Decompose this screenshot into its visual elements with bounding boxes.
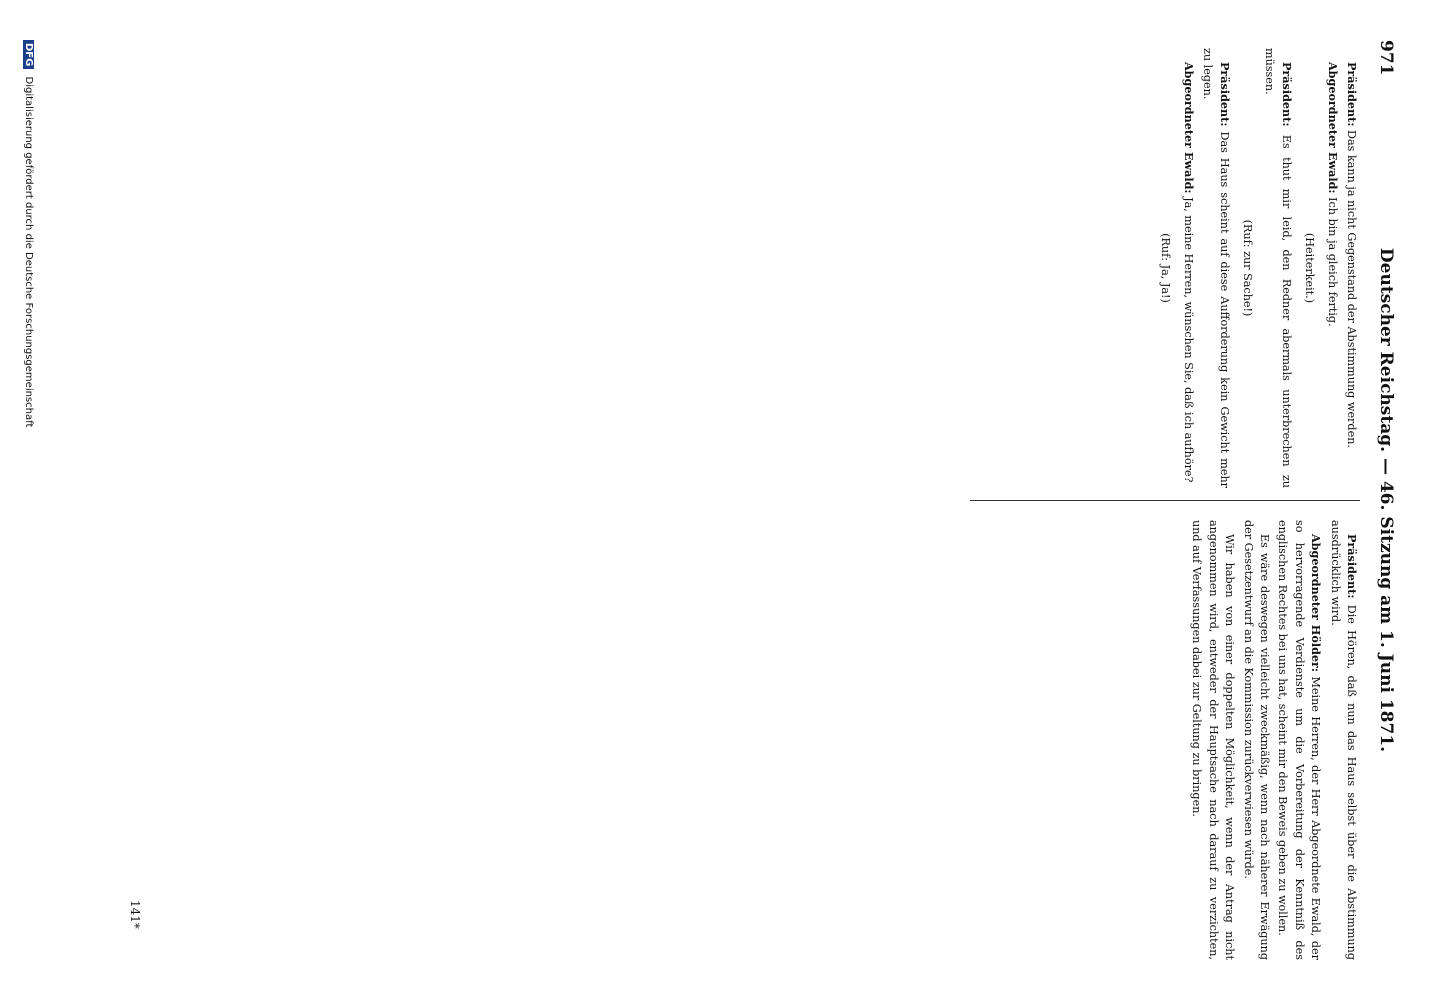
running-title: Deutscher Reichstag. — 46. Sitzung am 1. Juni 1871.	[1376, 247, 1396, 753]
speech-text: Das Haus scheint auf diese Aufforderung kein Gewicht mehr zu legen.	[1201, 48, 1231, 488]
speech-text: Ja, meine Herren, wünschen Sie, daß ich aufhöre?	[1181, 197, 1195, 483]
speaker-name: Abgeordneter Ewald:	[1325, 62, 1340, 194]
speech-paragraph	[1274, 520, 1324, 960]
speaker-name: Präsident:	[1345, 62, 1359, 127]
digitization-footer	[23, 40, 34, 510]
speaker-name: Präsident:	[1345, 534, 1359, 599]
speaker-name: Präsident:	[1217, 62, 1232, 127]
left-text-column	[1151, 48, 1360, 488]
interjection: (Ruf: zur Sache!)	[1240, 219, 1254, 317]
speaker-name: Präsident:	[1279, 62, 1294, 127]
speech-text: Meine Herren, der Herr Abgeordnete Ewald, der so hervorragende Verdienste um die Vorbereitung der Kenntniß des englischen Rechtes bei uns hat, scheint mir den Beweis geben zu wollen.	[1276, 520, 1323, 961]
interjection: (Ruf: Ja, Ja!)	[1159, 233, 1173, 303]
speech-text: Es wäre deswegen vielleicht zweckmäßig, wenn nach näherer Erwägung der Gesetzentwurf an die Kommission zurückverwiesen würde.	[1241, 520, 1271, 960]
speaker-name: Abgeordneter Hölder:	[1309, 534, 1324, 673]
speech-text: Die Hören, daß nun das Haus selbst über die Abstimmung ausdrücklich wird.	[1328, 520, 1358, 961]
footer-text: Digitalisierung gefördert durch die Deutsche Forschungsgemeinschaft	[23, 76, 34, 428]
speaker-name: Abgeordneter Ewald:	[1181, 62, 1196, 194]
speech-paragraph	[1326, 520, 1360, 960]
speech-text: Wir haben von einer doppelten Möglichkeit, wenn der Antrag nicht angenommen wird, entweder der Hauptsache nach darauf zu verzichten, und auf Verfassungen dabei zur Geltung zu bringen.	[1190, 520, 1237, 960]
page-number: 971	[1376, 40, 1396, 76]
speech-text: Es thut mir leid, den Redner abermals unterbrechen zu müssen.	[1263, 48, 1293, 488]
interjection: (Heiterkeit.)	[1303, 232, 1317, 304]
speech-paragraph	[1239, 520, 1272, 960]
speech-text: Das kann ja nicht Gegenstand der Abstimmung werden.	[1345, 130, 1358, 448]
speech-paragraph	[1188, 520, 1237, 960]
right-text-column	[1186, 520, 1360, 960]
dfg-logo: DFG	[23, 40, 34, 69]
speech-paragraph	[1261, 48, 1295, 488]
speech-text: Ich bin ja gleich fertig.	[1325, 197, 1339, 327]
speech-paragraph	[1323, 48, 1340, 488]
speech-paragraph	[1179, 48, 1196, 488]
column-divider	[970, 500, 1360, 501]
speech-paragraph	[1199, 48, 1233, 488]
signature-mark: 141*	[128, 900, 142, 929]
speech-paragraph	[1343, 48, 1360, 488]
running-header	[1372, 40, 1396, 960]
